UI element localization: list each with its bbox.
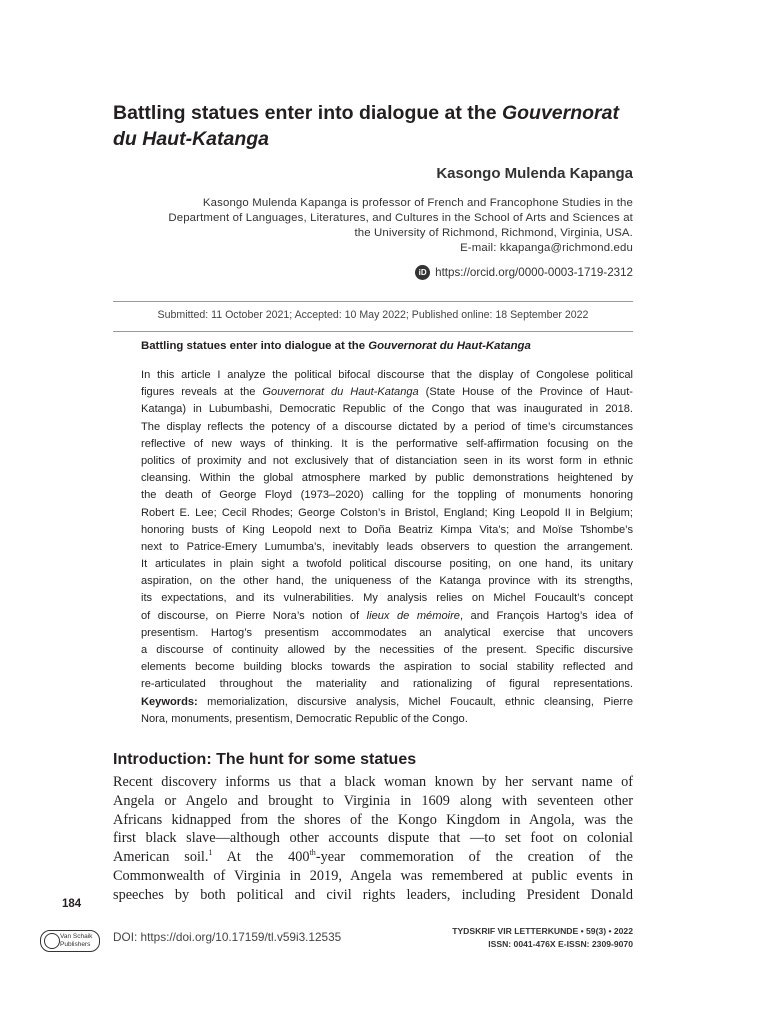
abstract-line: the death of George Floyd (1973–2020) calling for the toppling of monuments honoring <box>141 489 633 502</box>
author-email[interactable]: E-mail: kkapanga@richmond.edu <box>460 242 633 254</box>
orcid-url[interactable]: https://orcid.org/0000-0003-1719-2312 <box>435 265 633 279</box>
body-line: first black slave—although other accounts dispute that —to set foot on colonial <box>113 830 633 847</box>
abstract-line: figures reveals at the Gouvernorat du Haut-Katanga (State House of the Province of Haut- <box>141 386 633 399</box>
publisher-logo-text: Van Schaik Publishers <box>60 933 93 948</box>
body-text <box>113 773 633 905</box>
bio-line: the University of Richmond, Richmond, Virginia, USA. <box>354 227 633 239</box>
body-line: Africans kidnapped from the shores of the Kongo Kingdom in Angola, was the <box>113 811 633 828</box>
body-line: Angela or Angelo and brought to Virginia in 1609 along with seventeen other <box>113 792 633 809</box>
abstract-line: next to Patrice-Emery Lumumba’s, inevitably leads observers to question the arrangement. <box>141 540 633 553</box>
author-bio <box>113 196 633 256</box>
journal-issue: TYDSKRIF VIR LETTERKUNDE • 59(3) • 2022 <box>452 926 633 936</box>
orcid-icon: iD <box>415 265 430 280</box>
abstract-line: presentism. Hartog’s presentism accommodates an analytical exercise that uncovers <box>141 626 633 639</box>
author-name: Kasongo Mulenda Kapanga <box>436 165 633 182</box>
abstract-line: aspiration, on the other hand, the uniqueness of the Katanga province with its strengths, <box>141 575 633 588</box>
abstract-line: reflective of new ways of thinking. It is the performative self-affirmation focusing on the <box>141 437 633 450</box>
journal-issn: ISSN: 0041-476X E-ISSN: 2309-9070 <box>488 939 633 949</box>
abstract-line: its expectations, and its vulnerabilities. My analysis relies on Michel Foucault’s concept <box>141 592 633 605</box>
abstract-line: politics of proximity and not exclusively that of distanciation seen in its worst form in ethnic <box>141 454 633 467</box>
abstract-line: The display reflects the potency of a discourse dictated by a period of time’s circumstances <box>141 420 633 433</box>
abstract-title-plain: Battling statues enter into dialogue at the <box>141 340 369 352</box>
abstract-body <box>141 367 633 728</box>
body-line: Recent discovery informs us that a black woman known by her servant name of <box>113 774 633 790</box>
abstract-italic-term: Gouvernorat du Haut-Katanga <box>262 386 419 399</box>
abstract-line: a discourse of continuity allowed by the necessities of the present. Specific discursive <box>141 644 633 656</box>
abstract-line: cleansing. Within the global atmosphere marked by public demonstrations heightened by <box>141 472 633 485</box>
abstract-line: re-articulated throughout the materiality and rationalizing of figural representations. <box>141 678 633 691</box>
abstract-title <box>141 340 641 352</box>
abstract-title-italic: Gouvernorat du Haut-Katanga <box>368 340 531 352</box>
keywords-line: Keywords: memorialization, discursive analysis, Michel Foucault, ethnic cleansing, Pierre <box>141 695 633 708</box>
submission-dates: Submitted: 11 October 2021; Accepted: 10 May 2022; Published online: 18 September 2022 <box>157 309 589 321</box>
body-line: speeches by both political and civil rights leaders, including President Donald <box>113 886 633 903</box>
journal-info <box>452 925 633 951</box>
divider-top <box>113 301 633 302</box>
article-title-line1-italic: Gouvernorat <box>501 102 619 124</box>
abstract-line: honoring busts of King Leopold next to Doña Beatriz Kimpa Vita’s; and Moïse Tshombe’s <box>141 523 633 536</box>
body-line: Commonwealth of Virginia in 2019, Angela was remembered at public events in <box>113 867 633 884</box>
publisher-logo-icon <box>44 933 60 949</box>
abstract-line: elements become building blocks towards the aspiration to social stability reflected and <box>141 661 633 674</box>
abstract-line: In this article I analyze the political bifocal discourse that the display of Congolese political <box>141 369 633 381</box>
keywords-line: Nora, monuments, presentism, Democratic Republic of the Congo. <box>141 712 468 725</box>
section-heading: Introduction: The hunt for some statues <box>113 751 417 768</box>
footnote-ref[interactable]: 1 <box>208 848 213 858</box>
divider-bottom <box>113 331 633 332</box>
body-line: American soil.$^1$ At the 400th-year commemoration of the creation of the <box>113 848 633 866</box>
keywords-label: Keywords: <box>141 695 198 708</box>
article-title <box>113 100 653 152</box>
bio-line: Department of Languages, Literatures, and Cultures in the School of Arts and Sciences at <box>168 212 633 224</box>
publisher-logo <box>40 930 100 952</box>
page-number: 184 <box>62 898 82 910</box>
doi-link[interactable]: DOI: https://doi.org/10.17159/tl.v59i3.12535 <box>113 930 342 944</box>
article-title-line1: Battling statues enter into dialogue at the <box>113 102 502 124</box>
orcid-link[interactable] <box>415 264 633 280</box>
article-title-line2-italic: du Haut-Katanga <box>113 128 269 150</box>
abstract-line: Katanga) in Lubumbashi, Democratic Republic of the Congo that was inaugurated in 2018. <box>141 403 633 416</box>
abstract-line: It articulates in plain sight a twofold political discourse positing, on one hand, its unitary <box>141 558 633 571</box>
abstract-italic-term: lieux de mémoire <box>366 609 460 622</box>
abstract-line: Robert E. Lee; Cecil Rhodes; George Colston’s in Bristol, England; King Leopold II in Belgium; <box>141 506 633 519</box>
abstract-line: of discourse, on Pierre Nora’s notion of lieux de mémoire, and François Hartog’s idea of <box>141 609 633 622</box>
bio-line: Kasongo Mulenda Kapanga is professor of French and Francophone Studies in the <box>202 197 633 209</box>
